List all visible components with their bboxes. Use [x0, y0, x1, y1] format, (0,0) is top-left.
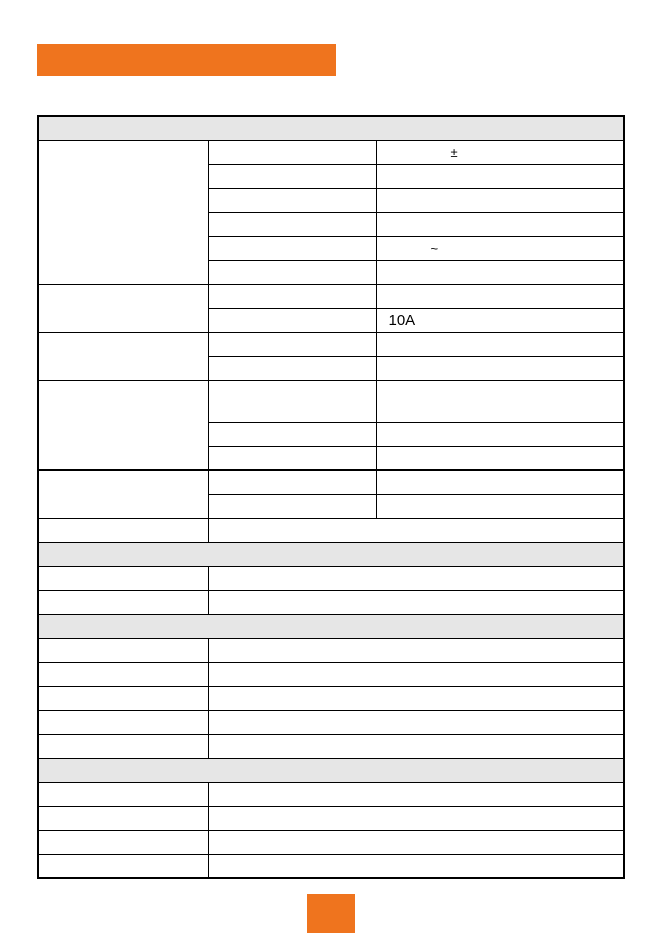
spec-name-cell — [38, 854, 208, 878]
group-label-cell — [38, 518, 208, 542]
spec-name-cell — [38, 662, 208, 686]
group-label-cell — [38, 332, 208, 380]
section-header-cell — [38, 614, 624, 638]
spec-name-cell — [38, 806, 208, 830]
spec-name-cell — [208, 212, 376, 236]
spec-value-cell — [376, 356, 624, 380]
spec-name-cell — [208, 332, 376, 356]
spec-name-cell — [38, 638, 208, 662]
section-header-cell — [38, 116, 624, 140]
spec-name-cell — [38, 782, 208, 806]
spec-value-cell — [208, 806, 624, 830]
spec-value-cell — [376, 470, 624, 494]
spec-name-cell — [208, 356, 376, 380]
spec-value-cell — [208, 830, 624, 854]
specification-table — [37, 115, 625, 879]
tilde-glyph: ~ — [430, 240, 439, 256]
spec-value-cell — [376, 284, 624, 308]
spec-value-cell — [208, 518, 624, 542]
spec-value-cell — [376, 380, 624, 422]
table-section-header — [38, 542, 624, 566]
spec-name-cell — [38, 566, 208, 590]
spec-name-cell — [38, 710, 208, 734]
table-row — [38, 662, 624, 686]
spec-name-cell — [38, 830, 208, 854]
table-row — [38, 518, 624, 542]
spec-name-cell — [208, 470, 376, 494]
spec-value-cell — [208, 590, 624, 614]
spec-value-cell: 10A — [376, 308, 624, 332]
spec-value-cell — [376, 422, 624, 446]
table-row — [38, 284, 624, 308]
spec-name-cell — [38, 686, 208, 710]
section-header-cell — [38, 758, 624, 782]
spec-value-cell — [208, 686, 624, 710]
spec-value-cell — [208, 566, 624, 590]
table-row — [38, 470, 624, 494]
table-row — [38, 380, 624, 422]
spec-name-cell — [208, 308, 376, 332]
spec-value-cell — [376, 188, 624, 212]
table-row — [38, 710, 624, 734]
table-row — [38, 782, 624, 806]
spec-value-cell — [376, 260, 624, 284]
spec-name-cell — [208, 380, 376, 422]
table-row — [38, 830, 624, 854]
group-label-cell — [38, 284, 208, 332]
table-row — [38, 854, 624, 878]
spec-value-cell — [208, 710, 624, 734]
spec-value-cell — [376, 164, 624, 188]
spec-value-cell — [208, 638, 624, 662]
table-row — [38, 566, 624, 590]
section-header-cell — [38, 542, 624, 566]
spec-value-cell — [376, 236, 624, 260]
spec-value-cell — [208, 734, 624, 758]
spec-value-cell — [376, 212, 624, 236]
table-section-header — [38, 614, 624, 638]
table-section-header — [38, 758, 624, 782]
table-section-header — [38, 116, 624, 140]
spec-value-cell — [208, 782, 624, 806]
spec-name-cell — [208, 422, 376, 446]
spec-name-cell — [38, 590, 208, 614]
spec-name-cell — [208, 236, 376, 260]
spec-name-cell — [208, 494, 376, 518]
spec-name-cell — [208, 446, 376, 470]
table-row — [38, 686, 624, 710]
spec-value-cell — [208, 662, 624, 686]
plus-minus-glyph: ± — [450, 144, 458, 160]
section-title-bar — [37, 44, 336, 76]
group-label-cell — [38, 140, 208, 284]
spec-value-cell — [376, 446, 624, 470]
spec-name-cell — [208, 140, 376, 164]
spec-name-cell — [208, 164, 376, 188]
group-label-cell — [38, 380, 208, 470]
table-row — [38, 332, 624, 356]
table-row — [38, 734, 624, 758]
spec-name-cell — [208, 284, 376, 308]
spec-value-cell — [208, 854, 624, 878]
group-label-cell — [38, 470, 208, 518]
page-number-badge — [307, 894, 355, 933]
spec-value-cell — [376, 494, 624, 518]
spec-value-cell — [376, 332, 624, 356]
table-row — [38, 638, 624, 662]
spec-name-cell — [38, 734, 208, 758]
table-row — [38, 806, 624, 830]
spec-name-cell — [208, 188, 376, 212]
spec-value-cell — [376, 140, 624, 164]
spec-name-cell — [208, 260, 376, 284]
table-row — [38, 590, 624, 614]
table-row — [38, 140, 624, 164]
